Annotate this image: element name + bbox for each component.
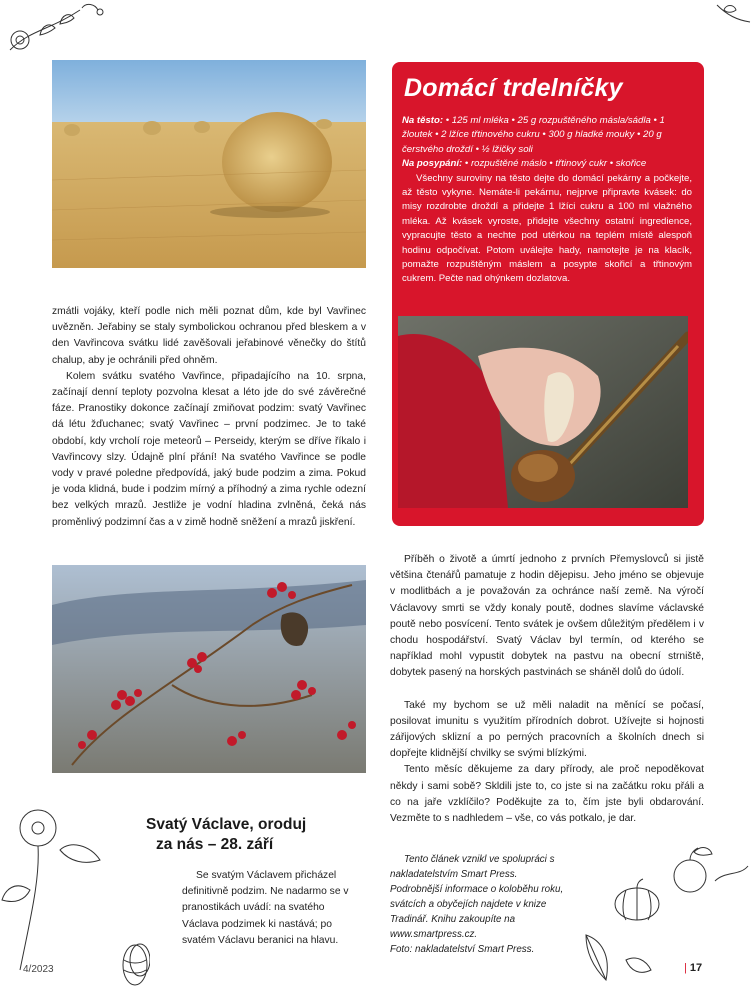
- leaf-doodle-icon: [576, 930, 656, 990]
- vaclav-heading-line-2: za nás – 28. září: [156, 836, 274, 853]
- page-number-value: 17: [689, 962, 703, 974]
- left-paragraph-1: zmátli vojáky, kteří podle nich měli poznat dům, kde byl Vavřinec uvězněn. Jeřabiny se staly symbolickou ochranou před bleskem a v den Vavřincova svátku lidé zavěšovali jeřabinové věnečky do štítů chalup, aby je ochránili před ohněm.: [52, 306, 366, 366]
- vaclav-heading-line-1: Svatý Václave, oroduj: [146, 816, 307, 833]
- topping-ingredients: [402, 157, 692, 171]
- leaf-doodle-icon: [712, 0, 754, 40]
- right-column-text: [390, 552, 704, 827]
- dough-label: Na těsto:: [402, 115, 444, 126]
- article-credit: [390, 852, 568, 957]
- recipe-method: Všechny suroviny na těsto dejte do domácí pekárny a počkejte, až těsto vykyne. Nemáte-li pekárnu, nejprve připravte kvásek: do misy rozdrobte droždí a přidejte 1 lžíci cukru a 100 ml vlažného mléka. Až kvásek vyroste, přidejte všechny ostatní ingredience, vypracujte těsto a nechte pod utěrkou na teplém místě alespoň hodinu odpočívat. Potom uválejte hady, namotejte je na klacík, pomažte rozpuštěným máslem a posypte skořicí a třtinovým cukrem. Pečte nad ohýnkem dozlatova.: [402, 172, 692, 285]
- right-paragraph-1: Příběh o životě a úmrtí jednoho z prvních Přemyslovců si jistě většina čtenářů pamatuje z hodin dějepisu. Jeho jméno se objevuje v modlitbách a je považován za ochránce naší země. Na výročí Václavovy smrti se vždy konaly poutě, dodnes slavíme václavské poutě nebo posvícení. Tento svátek je ovšem důležitým předělem i v chodu hospodářství. Svatý Václav byl termín, od kterého se například mohl vypustit dobytek na pastvu na obecní strniště, dobytek pasený na horských pastvinách se sháněl dolů do údolí.: [390, 554, 704, 679]
- trdelnik-photo: [398, 316, 688, 508]
- right-paragraph-2: Také my bychom se už měli naladit na měnící se počasí, posilovat imunitu s využitím přírodních dobrot. Užívejte si hojnosti zářijových sklizní a po perných pracovních a školních dnech si dopřejte klidnější chvilky se svými blízkými.: [390, 699, 704, 760]
- rowan-berries-photo: [52, 565, 366, 773]
- topping-items: • rozpuštěné máslo • třtinový cukr • skořice: [464, 158, 647, 170]
- issue-number: 4/2023: [23, 964, 54, 975]
- vaclav-paragraph: Se svatým Václavem přicházel definitivně podzim. Ne nadarmo se v pranostikách uvádí: na svatého Václava podzimek ki nastává; po svatém Václavu beranici na hlavu.: [182, 870, 349, 946]
- credit-text: Tento článek vznikl ve spolupráci s nakladatelstvím Smart Press. Podrobnější informace o koloběhu roku, svátcích a obyčejích najdete v knize Tradinář. Knihu zakoupíte na www.smartpress.cz.: [390, 854, 564, 940]
- topping-label: Na posypání:: [402, 158, 463, 170]
- left-column-text: [52, 304, 366, 531]
- dough-items: • 125 ml mléka • 25 g rozpuštěného másla/sádla • 1 žloutek • 2 lžíce třtinového cukru • 300 g hladké mouky • 20 g čerstvého droždí • ½ lžičky soli: [402, 115, 665, 155]
- photo-credit: Foto: nakladatelství Smart Press.: [390, 944, 535, 955]
- right-paragraph-3: Tento měsíc děkujeme za dary přírody, ale proč nepoděkovat někdy i sami sobě? Skldili jste to, co jste si na začátku roku přáli a co na jaře vzklíčilo? Poděkujte za to, čím jste byli obdarování. Vezměte to s nadhledem – vše, co vás potkalo, je dar.: [390, 764, 704, 825]
- pumpkin-doodle-icon: [612, 878, 662, 922]
- apple-doodle-icon: [660, 836, 750, 906]
- vaclav-text: [182, 868, 362, 949]
- left-paragraph-2: Kolem svátku svatého Vavřince, připadajícího na 10. srpna, začínají denní teploty pozvolna klesat a léto jde do své závěrečné fáze. Pranostiky dokonce začínají zmiňovat podzim: svatý Vavřinec dá létu žďuchanec; svatý Vavřinec – první podzimec. Je to také období, kdy vrcholí roje meteorů – Perseidy, kterým se dříve říkalo i Vavřincovy slzy. Údajně plní přání! Na svatého Vavřince se podle vody v pravé poledne předpovídá, jaký bude podzim a zima. Pokud je voda klidná, bude i podzim mírný a příhodný a zima rychle odezní bez velkých mrazů. Jestliže je vodní hladina zvlněná, čeká nás proměnlivý podzimní čas a v zimě hodně sněžení a mrazů jiskření.: [52, 370, 366, 528]
- easter-egg-doodle-icon: [120, 940, 150, 990]
- dough-ingredients: [402, 114, 692, 157]
- recipe-box: [392, 62, 704, 526]
- vaclav-heading: [146, 815, 346, 855]
- recipe-title: Domácí trdelníčky: [404, 74, 623, 102]
- flower-doodle-icon: [0, 0, 110, 60]
- page-number: | 17: [684, 962, 703, 974]
- hay-bale-photo: [52, 60, 366, 268]
- recipe-text: [402, 114, 692, 287]
